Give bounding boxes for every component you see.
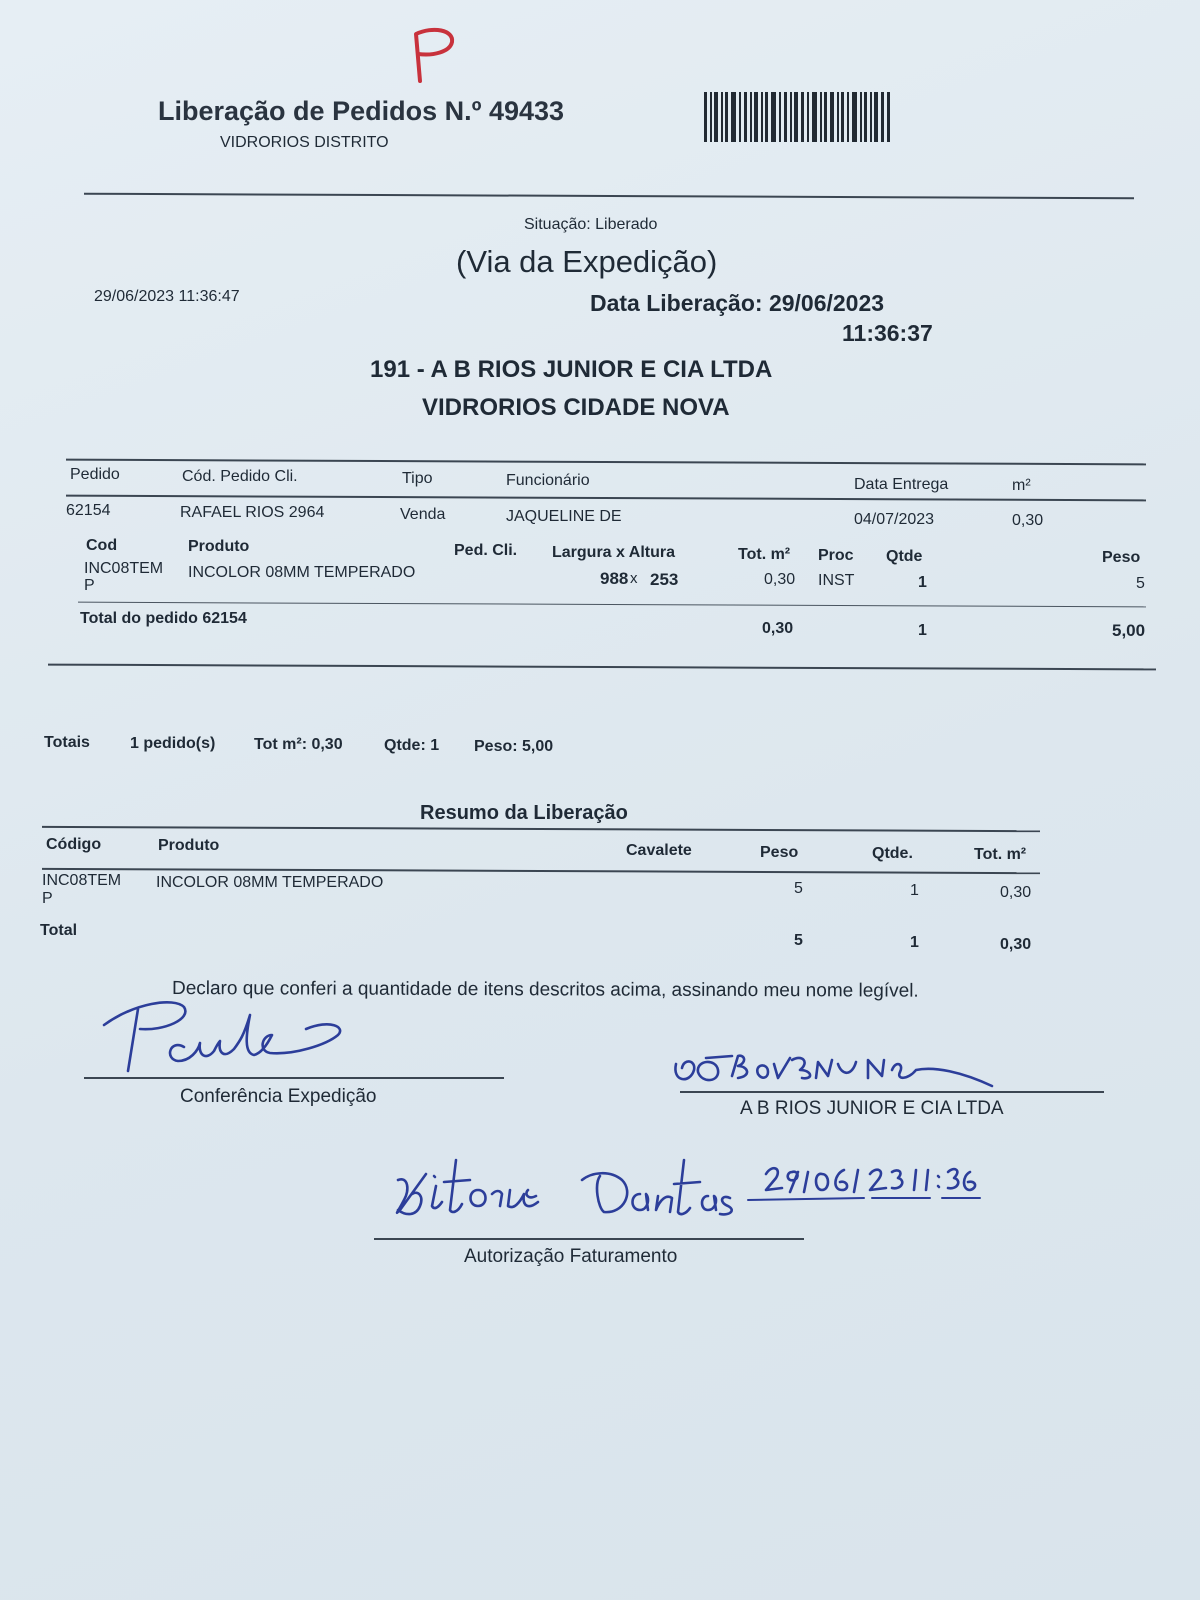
order-data-entrega: 04/07/2023	[854, 511, 935, 528]
print-datetime: 29/06/2023 11:36:47	[94, 288, 240, 305]
col-pedido: Pedido	[70, 466, 120, 483]
col-tipo: Tipo	[402, 470, 433, 487]
autorizacao-signature-line	[374, 1238, 804, 1240]
order-total-qtde: 1	[918, 622, 927, 639]
document-title: Liberação de Pedidos N.º 49433	[158, 96, 565, 126]
signature-conferencia	[94, 995, 374, 1075]
col-m2: m²	[1012, 477, 1031, 494]
order-table-top-rule	[66, 459, 1146, 466]
order-m2: 0,30	[1012, 512, 1044, 529]
cliente-signature-line	[680, 1091, 1104, 1093]
col-cod-pedido-cli: Cód. Pedido Cli.	[182, 468, 298, 485]
resumo-col-cavalete: Cavalete	[626, 842, 692, 859]
company-subtitle: VIDRORIOS DISTRITO	[220, 134, 389, 151]
resumo-codigo-line1: INC08TEM	[42, 872, 122, 889]
totais-peso: Peso: 5,00	[474, 738, 554, 755]
item-qtde: 1	[918, 574, 927, 591]
resumo-qtde: 1	[910, 882, 919, 899]
situacao-status: Situação: Liberado	[524, 216, 658, 233]
order-table-bottom-rule	[48, 664, 1156, 671]
resumo-total-peso: 5	[794, 932, 803, 949]
order-total-label: Total do pedido 62154	[80, 610, 247, 627]
handwritten-date	[748, 1158, 1068, 1206]
conferencia-signature-line	[84, 1077, 504, 1079]
resumo-total-m2: 0,30	[1000, 936, 1032, 953]
order-tipo: Venda	[400, 506, 446, 523]
resumo-col-tot-m2: Tot. m²	[974, 846, 1027, 863]
client-store: VIDRORIOS CIDADE NOVA	[422, 394, 730, 421]
order-total-rule	[78, 602, 1146, 608]
red-mark-p	[388, 26, 468, 86]
item-largura: 988	[600, 569, 629, 588]
resumo-peso: 5	[794, 880, 803, 897]
declaration-text: Declaro que conferi a quantidade de itens descritos acima, assinando meu nome legível.	[171, 978, 919, 1002]
autorizacao-label: Autorização Faturamento	[464, 1246, 678, 1267]
order-cod-cli: RAFAEL RIOS 2964	[180, 504, 325, 521]
liberacao-date: Data Liberação: 29/06/2023	[590, 290, 885, 316]
signature-cliente	[672, 1040, 1012, 1092]
item-col-tot-m2: Tot. m²	[738, 546, 791, 563]
item-col-ped-cli: Ped. Cli.	[454, 542, 518, 559]
item-cod-line2: P	[84, 577, 95, 594]
item-col-produto: Produto	[188, 538, 250, 555]
resumo-col-produto: Produto	[158, 837, 220, 854]
item-peso: 5	[1136, 575, 1145, 592]
order-header-rule	[66, 495, 1146, 502]
resumo-title: Resumo da Liberação	[420, 802, 628, 824]
order-total-m2: 0,30	[762, 620, 794, 637]
resumo-col-qtde: Qtde.	[872, 845, 913, 862]
totais-tot-m2: Tot m²: 0,30	[254, 736, 343, 753]
item-tot-m2: 0,30	[764, 571, 796, 588]
totais-qtde: Qtde: 1	[384, 737, 440, 754]
via-label: (Via da Expedição)	[456, 244, 718, 279]
totais-label: Totais	[44, 734, 90, 751]
item-col-proc: Proc	[818, 547, 854, 564]
resumo-total-qtde: 1	[910, 934, 919, 951]
resumo-tot-m2: 0,30	[1000, 884, 1032, 901]
col-funcionario: Funcionário	[506, 472, 590, 489]
conferencia-label: Conferência Expedição	[180, 1086, 377, 1107]
item-cod-line1: INC08TEM	[84, 560, 164, 577]
item-col-peso: Peso	[1102, 549, 1141, 566]
item-col-qtde: Qtde	[886, 548, 923, 565]
col-data-entrega: Data Entrega	[854, 476, 949, 493]
item-x: x	[630, 570, 638, 587]
resumo-total-label: Total	[40, 922, 78, 939]
item-produto: INCOLOR 08MM TEMPERADO	[188, 564, 416, 581]
order-total-peso: 5,00	[1112, 621, 1146, 640]
resumo-col-codigo: Código	[46, 836, 102, 853]
header-divider	[84, 193, 1134, 200]
resumo-col-peso: Peso	[760, 844, 799, 861]
client-name: 191 - A B RIOS JUNIOR E CIA LTDA	[370, 356, 773, 383]
signature-autorizacao	[378, 1150, 778, 1236]
barcode	[704, 92, 890, 142]
order-pedido: 62154	[66, 502, 111, 519]
resumo-codigo-line2: P	[42, 890, 53, 907]
item-altura: 253	[650, 570, 679, 589]
cliente-label: A B RIOS JUNIOR E CIA LTDA	[740, 1098, 1004, 1119]
order-funcionario: JAQUELINE DE	[506, 508, 622, 525]
item-col-cod: Cod	[86, 537, 118, 554]
resumo-produto: INCOLOR 08MM TEMPERADO	[156, 874, 384, 891]
item-col-largura-altura: Largura x Altura	[552, 544, 675, 561]
liberacao-time: 11:36:37	[842, 320, 933, 346]
resumo-top-rule	[42, 826, 1040, 832]
item-proc: INST	[818, 572, 855, 589]
totais-pedidos: 1 pedido(s)	[130, 735, 216, 752]
